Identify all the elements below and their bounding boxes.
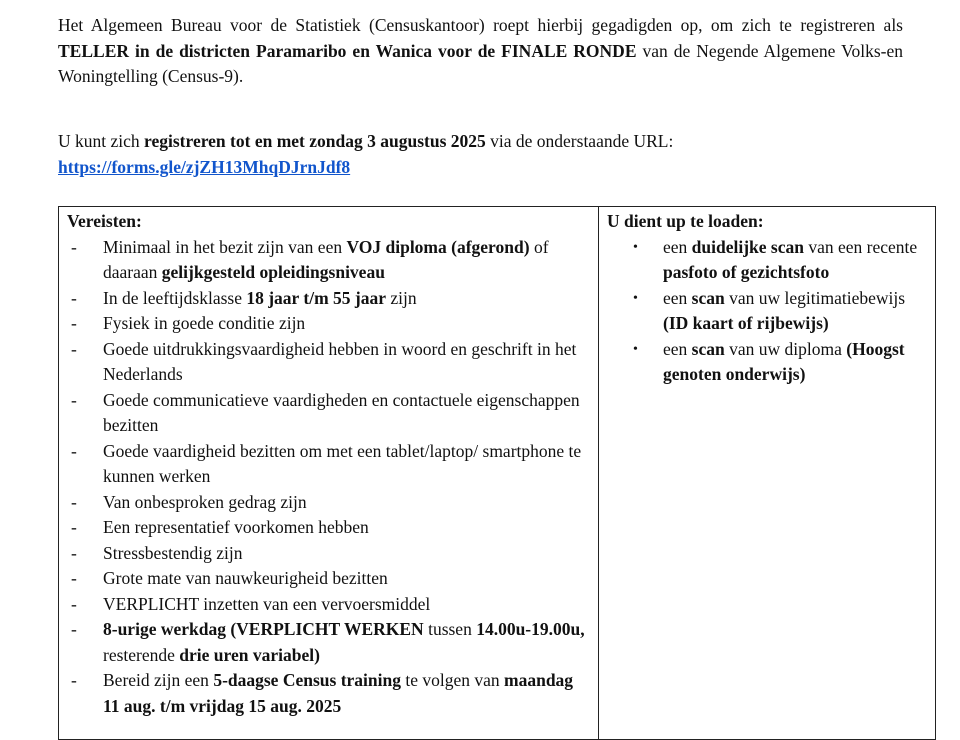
item-text: Minimaal in het bezit zijn van een — [103, 236, 347, 257]
requirement-item — [67, 311, 592, 337]
item-bold-text: scan — [691, 338, 725, 359]
upload-item — [607, 235, 929, 286]
list-bullet: - — [71, 517, 77, 537]
requirement-item — [67, 235, 592, 286]
list-bullet: • — [633, 239, 638, 255]
list-bullet: - — [71, 670, 77, 690]
requirements-table — [58, 206, 936, 740]
item-bold-text: 14.00u-19.00u, — [476, 619, 585, 639]
item-bold-text: 8-urige werkdag (VERPLICHT WERKEN — [103, 619, 424, 639]
item-text: van uw legitimatiebewijs — [724, 287, 906, 308]
item-bold-text: 18 jaar t/m 55 jaar — [246, 287, 387, 308]
list-bullet: - — [71, 568, 77, 588]
requirements-cell — [59, 207, 599, 740]
item-bold-text: scan — [691, 287, 725, 308]
item-text: zijn — [386, 287, 417, 308]
requirement-item — [67, 337, 592, 388]
requirement-item — [67, 592, 592, 618]
registration-text-2: via de onderstaande URL: — [485, 131, 674, 151]
item-text: tussen — [423, 619, 477, 639]
item-bold-text: gelijkgesteld opleidingsniveau — [161, 262, 385, 282]
item-text: Goede uitdrukkingsvaardigheid hebben in woord en geschrift in het Nederlands — [103, 338, 577, 384]
registration-paragraph — [58, 129, 903, 180]
item-text: Fysiek in goede conditie zijn — [103, 313, 306, 333]
item-text: een — [663, 338, 692, 359]
requirements-list — [67, 235, 592, 720]
item-text: een — [663, 287, 692, 308]
item-bold-text: pasfoto of gezichtsfoto — [663, 262, 830, 282]
item-text: Goede communicatieve vaardigheden en contactuele eigenschappen bezitten — [103, 389, 580, 435]
intro-text-2: van de Negende Algemene Volks-en Woningtelling (Census-9). — [58, 40, 903, 86]
item-bold-text: (ID kaart of rijbewijs) — [663, 313, 829, 333]
list-bullet: • — [633, 290, 638, 306]
list-bullet: - — [71, 338, 77, 359]
item-text: van een recente — [804, 236, 918, 257]
intro-bold: TELLER in de districten Paramaribo en Wanica voor de FINALE RONDE — [58, 40, 637, 61]
upload-item — [607, 337, 929, 388]
list-bullet: - — [71, 619, 77, 639]
registration-text-1: U kunt zich — [58, 131, 145, 151]
registration-url-link[interactable]: https://forms.gle/zjZH13MhqDJrnJdf8 — [58, 156, 351, 177]
item-bold-text: (Hoogst genoten onderwijs) — [663, 338, 905, 384]
item-text: In de leeftijdsklasse — [103, 287, 247, 308]
uploads-cell — [599, 207, 936, 740]
item-bold-text: maandag 11 aug. t/m vrijdag 15 aug. 2025 — [103, 670, 574, 716]
requirement-item — [67, 566, 592, 592]
list-bullet: - — [71, 236, 77, 257]
requirement-item — [67, 541, 592, 567]
list-bullet: - — [71, 287, 77, 308]
list-bullet: - — [71, 542, 77, 563]
item-bold-text: VOJ diploma (afgerond) — [346, 236, 530, 257]
requirement-item — [67, 490, 592, 516]
item-text: VERPLICHT inzetten van een vervoersmiddel — [103, 593, 431, 614]
upload-item — [607, 286, 929, 337]
item-text: Grote mate van nauwkeurigheid bezitten — [103, 568, 388, 588]
list-bullet: • — [633, 341, 638, 357]
intro-text-1: Het Algemeen Bureau voor de Statistiek (Censuskantoor) roept hierbij gegadigden op, om zich te registreren als — [58, 15, 903, 35]
item-text: Bereid zijn een — [103, 670, 214, 690]
item-text: resterende — [103, 644, 180, 665]
requirement-item — [67, 668, 592, 719]
uploads-list — [607, 235, 929, 388]
registration-deadline: registreren tot en met zondag 3 augustus 2025 — [144, 131, 486, 151]
requirement-item — [67, 439, 592, 490]
item-text: of daaraan — [103, 236, 549, 282]
requirement-item — [67, 286, 592, 312]
list-bullet: - — [71, 389, 77, 410]
list-bullet: - — [71, 491, 77, 512]
item-text: van uw diploma — [724, 338, 847, 359]
intro-paragraph — [58, 13, 903, 90]
item-text: een — [663, 236, 692, 257]
requirement-item — [67, 617, 592, 668]
item-text: te volgen van — [400, 670, 505, 690]
item-text: Een representatief voorkomen hebben — [103, 517, 369, 537]
item-bold-text: 5-daagse Census training — [213, 670, 401, 690]
item-bold-text: drie uren variabel) — [179, 644, 320, 665]
item-text: Stressbestendig zijn — [103, 542, 243, 563]
list-bullet: - — [71, 313, 77, 333]
requirement-item — [67, 388, 592, 439]
requirements-heading: Vereisten: — [67, 211, 142, 231]
list-bullet: - — [71, 593, 77, 614]
item-bold-text: duidelijke scan — [691, 236, 804, 257]
item-text: Goede vaardigheid bezitten om met een tablet/laptop/ smartphone te kunnen werken — [103, 440, 582, 486]
uploads-heading: U dient up te loaden: — [607, 211, 764, 231]
requirement-item — [67, 515, 592, 541]
item-text: Van onbesproken gedrag zijn — [103, 491, 307, 512]
list-bullet: - — [71, 440, 77, 461]
